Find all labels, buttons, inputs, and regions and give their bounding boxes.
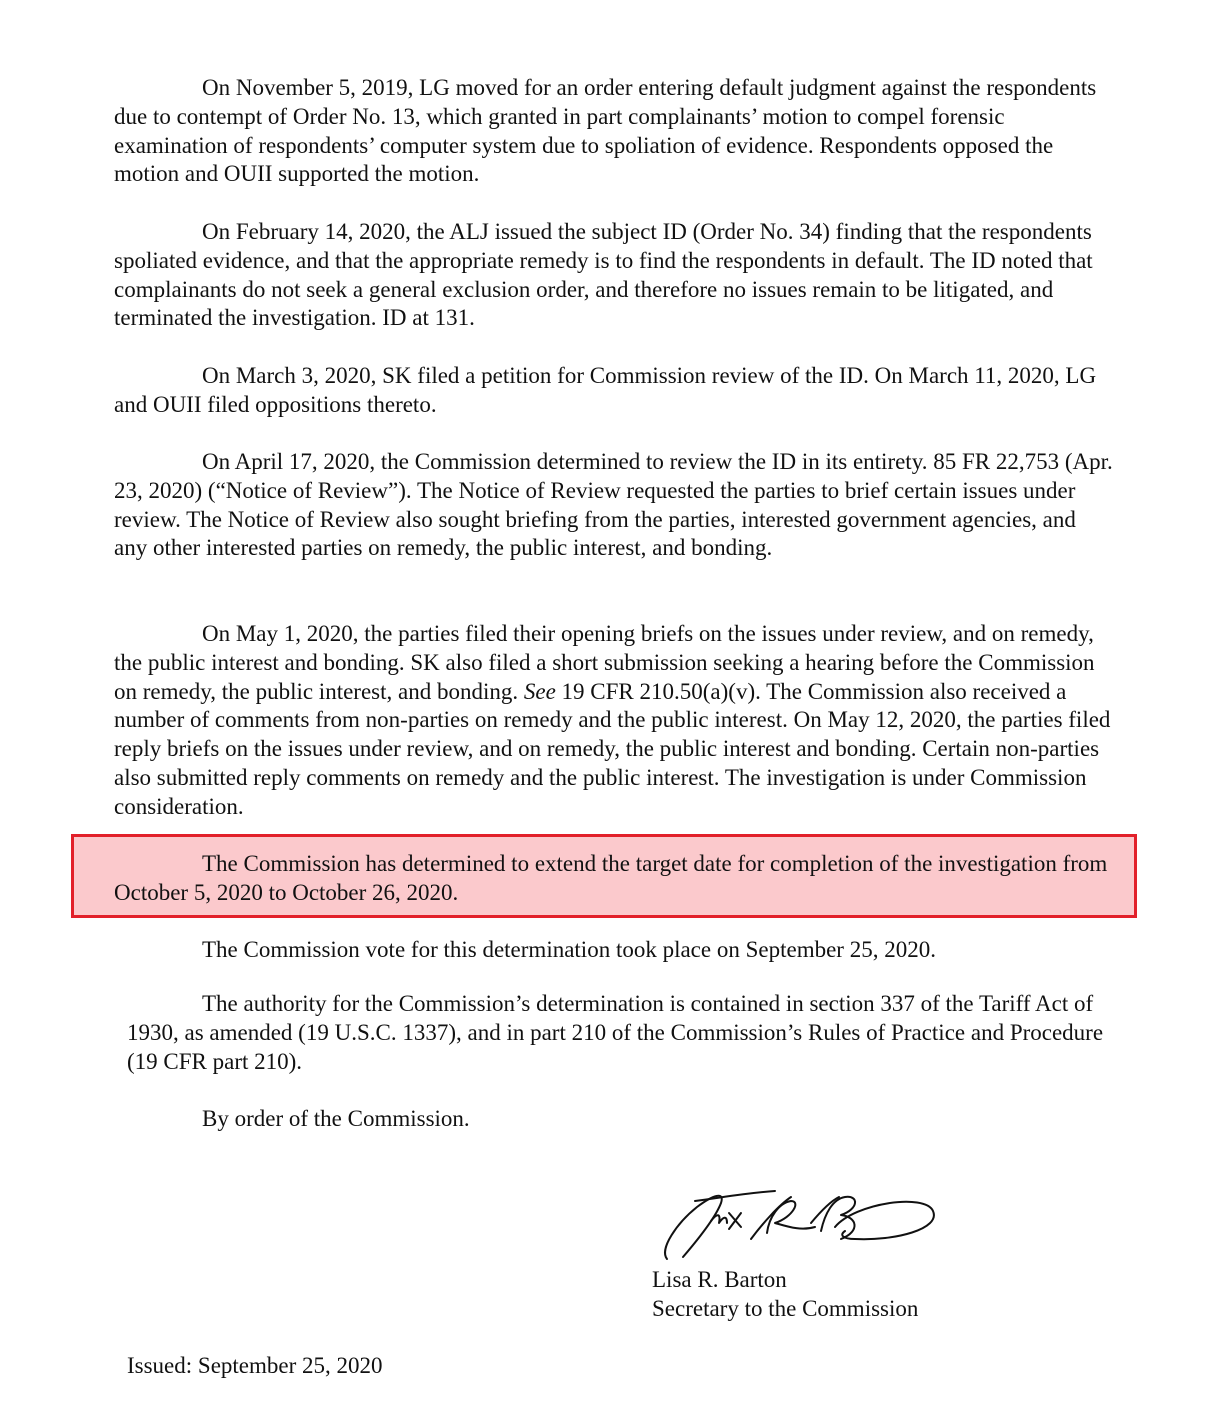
paragraph-commission-vote: The Commission vote for this determination took place on September 25, 2020. bbox=[202, 937, 936, 962]
paragraph-authority: The authority for the Commission’s determination is contained in section 337 of the Tariff Act of 1930, as amended (19 U.S.C. 1337), and in part 210 of the Commission’s Rules of Practice and Procedure (19 CFR part 210). bbox=[127, 991, 1104, 1074]
handwritten-signature bbox=[655, 1183, 940, 1268]
paragraph-by-order: By order of the Commission. bbox=[202, 1106, 470, 1131]
paragraph-notice-of-review: On April 17, 2020, the Commission determined to review the ID in its entirety. 85 FR 22,753 (Apr. 23, 2020) (“Notice of Review”). The Notice of Review requested the parties to brief certain issues under review. The Notice of Review also sought briefing from the parties, interested government agencies, and any other interested parties on remedy, the public interest, and bonding. bbox=[114, 449, 1113, 561]
paragraph-target-date-extension: The Commission has determined to extend the target date for completion of the investigation from October 5, 2020 to October 26, 2020. bbox=[114, 851, 1108, 905]
paragraph-default-judgment-motion: On November 5, 2019, LG moved for an order entering default judgment against the respondents due to contempt of Order No. 13, which granted in part complainants’ motion to compel forensic examination of respondents’ computer system due to spoliation of evidence. Respondents opposed the motion and OUII supported the motion. bbox=[114, 75, 1097, 187]
signatory-title: Secretary to the Commission bbox=[652, 1296, 919, 1321]
paragraph-briefs-part1: On May 1, 2020, the parties filed their opening briefs on the issues under review, and on remedy, the public interest and bonding. SK also filed a short submission seeking a hearing before the Commission on remedy, the public interest, and bonding. bbox=[114, 621, 1095, 704]
paragraph-briefs bbox=[114, 620, 1114, 822]
paragraph-petition-review: On March 3, 2020, SK filed a petition for Commission review of the ID. On March 11, 2020, LG and OUII filed oppositions thereto. bbox=[114, 363, 1097, 417]
issued-date: Issued: September 25, 2020 bbox=[127, 1353, 383, 1378]
see-citation-signal: See bbox=[523, 678, 556, 704]
signatory-name: Lisa R. Barton bbox=[652, 1267, 787, 1292]
paragraph-subject-id: On February 14, 2020, the ALJ issued the subject ID (Order No. 34) finding that the respondents spoliated evidence, and that the appropriate remedy is to find the respondents in default. The ID noted that complainants do not seek a general exclusion order, and therefore no issues remain to be litigated, and terminated the investigation. ID at 131. bbox=[114, 219, 1093, 331]
paragraph-briefs-part2: 19 CFR 210.50(a)(v). The Commission also received a number of comments from non-parties on remedy and the public interest. On May 12, 2020, the parties filed reply briefs on the issues under review, and on remedy, the public interest and bonding. Certain non-parties also submitted reply comments on remedy and the public interest. The investigation is under Commission consideration. bbox=[114, 678, 1111, 819]
